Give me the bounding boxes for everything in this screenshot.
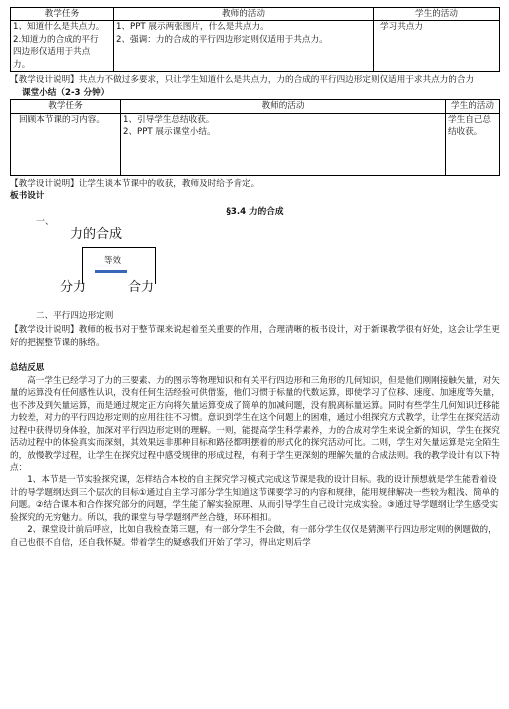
student-cell xyxy=(446,113,500,175)
teacher-line: 1、引导学生总结收获。 xyxy=(123,114,215,125)
board-center-title: §3.4 力的合成 xyxy=(226,206,284,217)
task-table-1 xyxy=(10,7,500,72)
design-note-2: 【教学设计说明】让学生谈本节课中的收获，教师及时给予肯定。 xyxy=(10,178,260,189)
teacher-cell xyxy=(121,113,446,175)
reflection-paragraph: 2、课堂设计前后呼应，比如自我检查第三题，有一部分学生不会做，有一部分学生仅仅是猜测平行四边形定则的例题做的，自己也很不自信，还自我怀疑。带着学生的疑惑我们开始了学习，得出定则后学 xyxy=(10,525,497,548)
summary-title: 课堂小结（2-3 分钟） xyxy=(22,87,110,98)
task-line: 1、知道什么是共点力。 xyxy=(13,22,105,33)
table-row xyxy=(11,113,500,175)
document-page xyxy=(10,7,500,549)
header-student: 学生的活动 xyxy=(374,8,500,21)
teacher-cell xyxy=(114,21,374,72)
table-row xyxy=(11,21,500,72)
task-line: 四边形仅适用于共点 xyxy=(13,47,91,58)
board-item-2: 二、平行四边形定则 xyxy=(36,310,114,321)
task-cell xyxy=(11,113,121,175)
diagram-left-label: 分力 xyxy=(60,279,87,295)
task-line: 回顾本节课的习内容。 xyxy=(19,114,105,125)
header-teacher: 教师的活动 xyxy=(114,8,374,21)
student-cell xyxy=(374,21,500,72)
teacher-line: 2、强调：力的合成的平行四边形定则仅适用于共点力。 xyxy=(116,34,328,45)
diagram-vertical-line xyxy=(155,247,156,284)
student-line: 学习共点力 xyxy=(380,22,423,33)
reflection-paragraph: 高一学生已经学习了力的三要素、力的图示等物理知识和有关平行四边形和三角形的几何知识，但是他们刚刚接触矢量，对矢量的运算没有任何感性认识，没有任何生活经验可供借鉴，他们习惯于标量的代数运算，即使学习了位移、速度、加速度等矢量，也不涉及到矢量运算，而是通过规定正方向将矢量运算变成了简单的加减问题，没有脱离标量运算。同时有些学生几何知识迁移能力较差，对力的平行四边形定则的应用往往不习惯。意识到学生在这个问题上的困难，通过小组探究方式教学，让学生在探究活动过程中获得切身体验，加深对平行四边形定则的理解。一则，能提高学生科学素养，力的合成对学生来说全新的知识，学生在探究活动过程中的体验真实而深刻，其效果远非那种目标和路径都明摆着的形式化的探究活动可比。二则，学生对矢量运算是完全陌生的，放慢教学过程，让学生在探究过程中感受规律的形成过程，有利于学生更深刻的理解矢量的合成法则。我的教学设计有以下特点： xyxy=(10,375,500,473)
header-task: 教学任务 xyxy=(11,100,121,113)
header-student: 学生的活动 xyxy=(446,100,500,113)
equivalence-bar xyxy=(95,270,127,273)
task-line: 力。 xyxy=(13,59,31,70)
diagram-mid-label: 等效 xyxy=(104,255,122,266)
board-diagram xyxy=(10,216,500,302)
task-table-2 xyxy=(10,99,500,175)
table-header-row xyxy=(11,100,500,113)
diagram-horizontal-line xyxy=(82,247,156,248)
header-task: 教学任务 xyxy=(11,8,114,21)
reflection-title: 总结反思 xyxy=(10,363,45,374)
board-item-1: 一、 xyxy=(36,216,55,227)
table-header-row xyxy=(11,8,500,21)
teacher-line: 1、PPT 展示两张图片，什么是共点力。 xyxy=(116,22,269,33)
diagram-right-label: 合力 xyxy=(128,279,155,295)
task-cell xyxy=(11,21,114,72)
task-line: 2.知道力的合成的平行 xyxy=(13,34,99,45)
board-title: 板书设计 xyxy=(10,191,45,202)
student-line: 学生自己总 xyxy=(448,114,491,125)
student-line: 结收获。 xyxy=(448,127,483,138)
header-teacher: 教师的活动 xyxy=(121,100,446,113)
diagram-top-label: 力的合成 xyxy=(70,226,123,242)
reflection-paragraph: 1、本节是一节实验探究课，怎样结合本校的自主探究学习模式完成这节课是我的设计目标。我的设计预想就是学生能看着设计的导学题纲达到三个层次的目标①通过自主学习部分学生知道这节课要学习的内容和规律，能用规律解决一些较为粗浅、简单的问题。②结合课本和合作探究部分的问题，学生能了解实验原理、从而引导学生自己设计完成实验。③通过导学题纲让学生感受实验探究的无穷魅力。所以，我的课堂与导学题纲严丝合缝，环环相扣。 xyxy=(10,475,499,523)
teacher-line: 2、PPT 展示课堂小结。 xyxy=(123,127,216,138)
design-note-3: 【教学设计说明】教师的板书对于整节课来说起着至关重要的作用，合理清晰的板书设计，对于新课教学很有好处，这会让学生更好的把握整节课的脉络。 xyxy=(10,325,500,348)
design-note-1: 【教学设计说明】共点力不做过多要求，只让学生知道什么是共点力，力的合成的平行四边形定则仅适用于求共点力的合力 xyxy=(10,75,475,86)
